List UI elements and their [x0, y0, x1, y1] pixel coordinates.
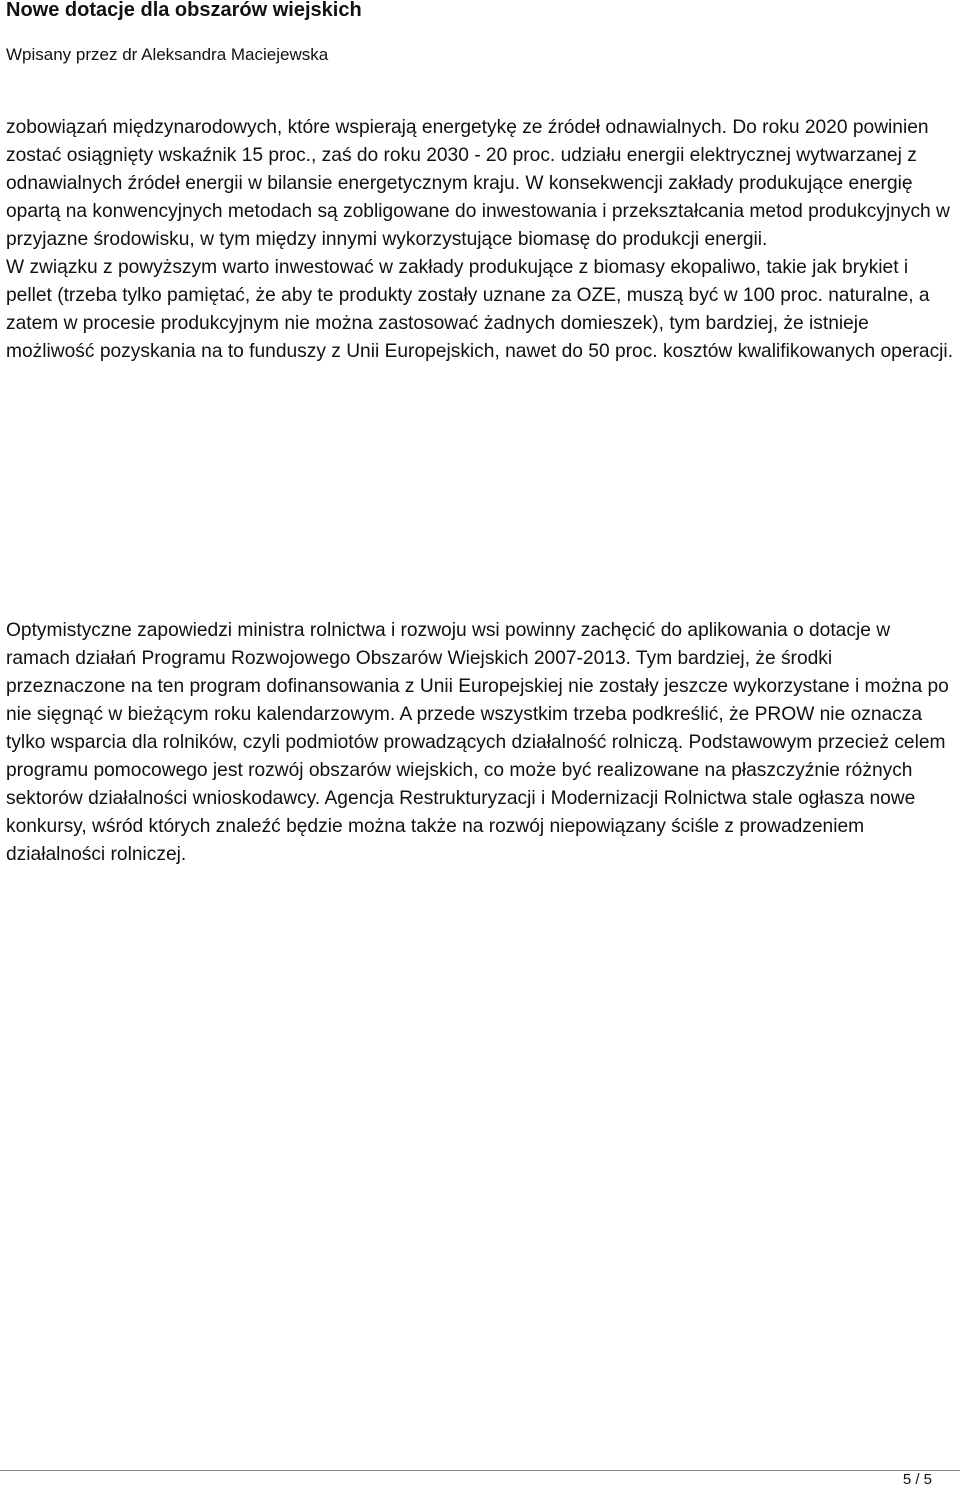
page-number: 5 / 5: [902, 1471, 932, 1488]
document-header: [6, 0, 954, 65]
author-byline: Wpisany przez dr Aleksandra Maciejewska: [6, 45, 329, 64]
paragraph: W związku z powyższym warto inwestować w zakłady produkujące z biomasy ekopaliwo, takie jak brykiet i pellet (trzeba tylko pamiętać, że aby te produkty zostały uznane za OZE, muszą być w 100 proc. naturalne, a zatem w procesie produkcyjnym nie można zastosować żadnych domieszek), tym bardziej, że istnieje możliwość pozyskania na to funduszy z Unii Europejskich, nawet do 50 proc. kosztów kwalifikowanych operacji.: [6, 257, 954, 362]
footer-divider: [0, 1470, 960, 1471]
article-body-top: [6, 114, 956, 366]
paragraph: zobowiązań międzynarodowych, które wspierają energetykę ze źródeł odnawialnych. Do roku 2020 powinien zostać osiągnięty wskaźnik 15 proc., zaś do roku 2030 - 20 proc. udziału energii elektrycznej wytwarzanej z odnawialnych źródeł energii w bilansie energetycznym kraju. W konsekwencji zakłady produkujące energię opartą na konwencyjnych metodach są zobligowane do inwestowania i przekształcania metod produkcyjnych w przyjazne środowisku, w tym między innymi wykorzystujące biomasę do produkcji energii.: [6, 117, 950, 250]
document-title: Nowe dotacje dla obszarów wiejskich: [6, 0, 362, 21]
article-body-bottom: [6, 617, 956, 869]
paragraph: Optymistyczne zapowiedzi ministra rolnictwa i rozwoju wsi powinny zachęcić do aplikowania o dotacje w ramach działań Programu Rozwojowego Obszarów Wiejskich 2007-2013. Tym bardziej, że środki przeznaczone na ten program dofinansowania z Unii Europejskiej nie zostały jeszcze wykorzystane i można po nie sięgnąć w bieżącym roku kalendarzowym. A przede wszystkim trzeba podkreślić, że PROW nie oznacza tylko wsparcia dla rolników, czyli podmiotów prowadzących działalność rolniczą. Podstawowym przecież celem programu pomocowego jest rozwój obszarów wiejskich, co może być realizowane na płaszczyźnie różnych sektorów działalności wnioskodawcy. Agencja Restrukturyzacji i Modernizacji Rolnictwa stale ogłasza nowe konkursy, wśród których znaleźć będzie można także na rozwój niepowiązany ściśle z prowadzeniem działalności rolniczej.: [6, 620, 949, 865]
